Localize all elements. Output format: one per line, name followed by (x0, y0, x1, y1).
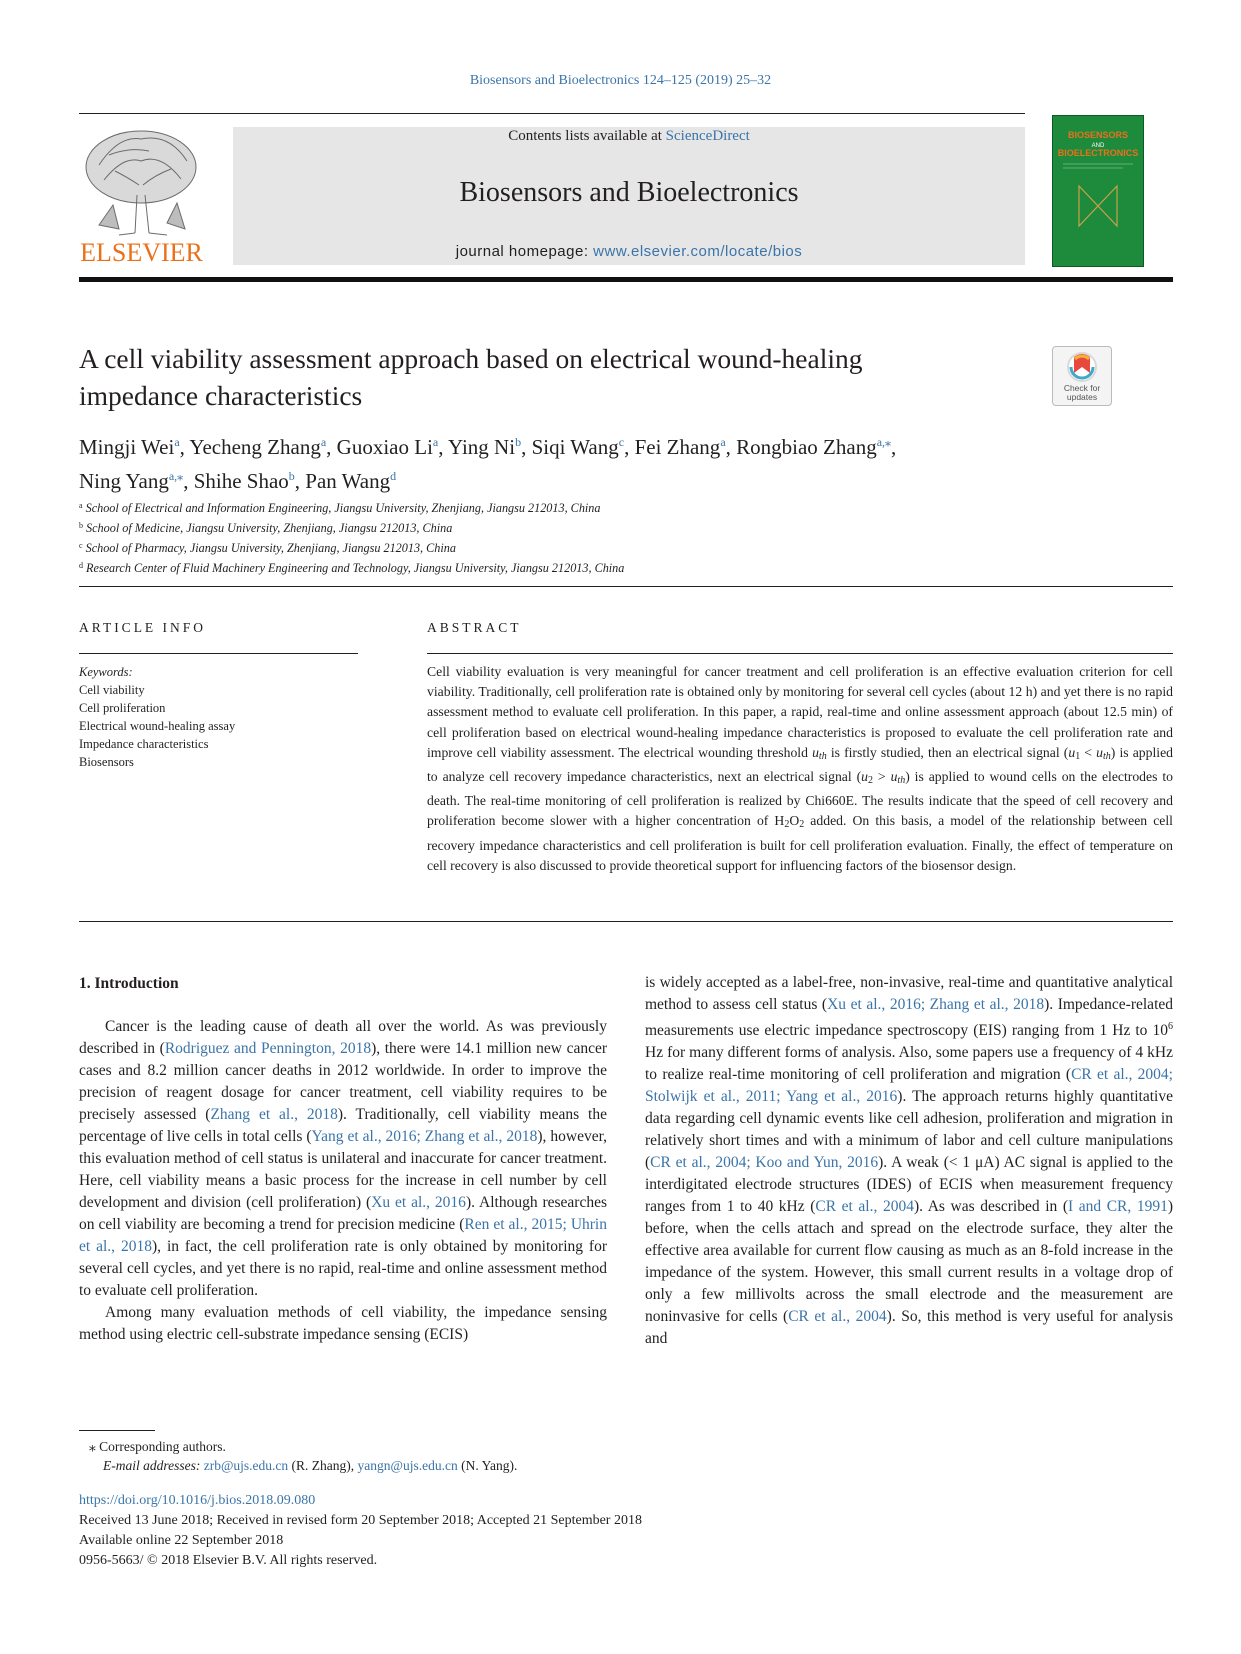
abstract-segment: Cell viability evaluation is very meaningful for cancer treatment and cell proliferation is an effective evaluation criterion for cell viability. Traditionally, cell proliferation rate is obtained only by monitoring for several cell cycles (about 12 h) and yet there is no rapid assessment method to evaluate cell proliferation. In this paper, a rapid, real-time and online assessment approach (about 12.5 min) of cell proliferation based on electrical wound-healing impedance characteristics is proposed to evaluate the cell proliferation rate and improve cell viability assessment. The electrical wounding threshold (427, 664, 1173, 760)
journal-citation[interactable]: Biosensors and Bioelectronics 124–125 (2019) 25–32 (469, 73, 772, 88)
corresponding-author-footnote (79, 1437, 779, 1475)
sciencedirect-link[interactable]: ScienceDirect (665, 128, 750, 144)
citation-link[interactable]: CR et al., 2004; Koo and Yun, 2016 (650, 1154, 879, 1171)
abstract-symbol: u (1068, 744, 1076, 760)
abstract-subscript: th (818, 750, 827, 762)
body-text: ). The approach returns highly quantitative data regarding cell dynamic events like cell adhesion, proliferation and migration in relatively short times and with a minimum of labor and cell culture manipulations ( (645, 1088, 1173, 1171)
author-affiliation-marker[interactable]: b (288, 469, 295, 483)
cover-art-icon (1053, 116, 1143, 266)
available-online: Available online 22 September 2018 (79, 1533, 284, 1548)
check-for-updates-label: Check for updates (1063, 383, 1101, 402)
footnote-rule (79, 1430, 155, 1431)
author-affiliation-marker[interactable]: d (390, 469, 397, 483)
author-separator: , (891, 435, 897, 459)
article-info-rule (79, 653, 358, 654)
abstract-symbol: u (812, 744, 819, 760)
body-text: ), however, this evaluation method of cell status is unilateral and inaccurate for cancer treatment. Here, cell viability means a basic process for the increase in cell number by cell development and division (cell proliferation) ( (79, 1128, 608, 1211)
citation-link[interactable]: CR et al., 2004 (815, 1198, 914, 1215)
section-rule (79, 586, 1173, 587)
keyword-item: Biosensors (79, 755, 134, 769)
citation-link[interactable]: Ren et al., 2015; Uhrin et al., 2018 (79, 1216, 607, 1255)
body-text: ). As was described in ( (913, 1198, 1068, 1215)
author-separator: , (294, 469, 306, 493)
cover-title-line1: BIOSENSORS (1067, 130, 1129, 140)
affiliation-text: School of Medicine, Jiangsu University, Zhenjiang, Jiangsu 212013, China (86, 521, 453, 535)
affiliation-item (79, 557, 1079, 577)
abstract-subscript: 2 (799, 819, 805, 831)
email-link[interactable]: yangn@ujs.edu.cn (357, 1458, 458, 1473)
affiliation-item (79, 497, 1079, 517)
affiliation-text: School of Electrical and Information Engineering, Jiangsu University, Zhenjiang, Jiangsu 212013, China (85, 501, 601, 515)
abstract-heading: ABSTRACT (427, 620, 522, 635)
affiliation-text: School of Pharmacy, Jiangsu University, Zhenjiang, Jiangsu 212013, China (85, 541, 456, 555)
abstract-symbol: u (1096, 744, 1103, 760)
copyright-line: 0956-5663/ © 2018 Elsevier B.V. All rights reserved. (79, 1553, 378, 1568)
abstract-subscript: th (897, 775, 906, 787)
author-affiliation-marker[interactable]: a (432, 435, 439, 449)
abstract-operator: < (1080, 744, 1097, 760)
keyword-item: Electrical wound-healing assay (79, 719, 236, 733)
tree-icon (79, 125, 204, 237)
abstract-rule (427, 653, 1173, 654)
author-list (79, 428, 1079, 496)
abstract-segment: added. On this basis, a model of the relationship between cell recovery impedance characteristics and cell proliferation is built for cell proliferation evaluation. Finally, the effect of temperature on cell recovery is also discussed to provide theoretical support for influencing factors of the biosensor design. (427, 813, 1173, 873)
author-separator: , (179, 435, 190, 459)
abstract-segment: ) is applied to analyze cell recovery impedance characteristics, next an electrical signal ( (427, 744, 1173, 785)
author-affiliation-marker[interactable]: b (515, 435, 522, 449)
author-separator: , (438, 435, 448, 459)
email-link[interactable]: zrb@ujs.edu.cn (203, 1458, 289, 1473)
citation-link[interactable]: CR et al., 2004; Stolwijk et al., 2011; Yang et al., 2016 (645, 1066, 1173, 1105)
affiliation-list (79, 497, 1079, 577)
email-label: E-mail addresses: (103, 1458, 204, 1473)
citation-link[interactable]: Zhang et al., 2018 (210, 1106, 338, 1123)
abstract-segment: ) is applied to wound cells on the electrodes to death. The real-time monitoring of cell proliferation is realized by Chi660E. The results indicate that the speed of cell recovery and proliferation become slower with a higher concentration of H (427, 769, 1173, 829)
author-name[interactable]: Pan Wang (305, 469, 391, 493)
author-name[interactable]: Siqi Wang (531, 435, 619, 459)
keywords-block (79, 663, 358, 771)
footnote-text: Corresponding authors. (95, 1439, 226, 1454)
citation-link[interactable]: Xu et al., 2016; Zhang et al., 2018 (827, 996, 1045, 1013)
author-name[interactable]: Shihe Shao (193, 469, 289, 493)
author-affiliation-marker[interactable]: a (320, 435, 327, 449)
author-name[interactable]: Rongbiao Zhang (736, 435, 877, 459)
affiliation-item (79, 537, 1079, 557)
author-affiliation-marker[interactable]: a,⁎ (876, 435, 892, 449)
abstract-symbol: u (861, 769, 868, 785)
citation-link[interactable]: Rodriguez and Pennington, 2018 (164, 1040, 372, 1057)
author-separator: , (183, 469, 194, 493)
body-text: is widely accepted as a label-free, non-invasive, real-time and quantitative analytical method to assess cell status ( (645, 974, 1173, 1013)
affiliation-item (79, 517, 1079, 537)
citation-link[interactable]: CR et al., 2004 (788, 1308, 887, 1325)
journal-name[interactable]: Biosensors and Bioelectronics (459, 177, 799, 208)
keyword-item: Cell proliferation (79, 701, 166, 715)
abstract-symbol: u (890, 769, 898, 785)
body-text: ). Traditionally, cell viability means the percentage of live cells in total cells ( (79, 1106, 607, 1145)
publication-info (79, 1491, 979, 1571)
author-name[interactable]: Mingji Wei (79, 435, 175, 459)
affiliation-key: d (79, 561, 83, 570)
body-paragraph: Among many evaluation methods of cell viability, the impedance sensing method using electric cell-substrate impedance sensing (ECIS) (79, 1304, 607, 1343)
citation-link[interactable]: I and CR, 1991 (1068, 1198, 1168, 1215)
body-text: ) before, when the cells attach and spread on the electrode surface, they alter the effective area available for current flow causing as much as an 8-fold increase in the impedance of the system. However, this small current results in a voltage drop of only a few millivolts across the small electrode and the measurement are noninvasive for cells ( (645, 1198, 1174, 1325)
received-dates: Received 13 June 2018; Received in revised form 20 September 2018; Accepted 21 September 2018 (79, 1513, 642, 1528)
citation-link[interactable]: Yang et al., 2016; Zhang et al., 2018 (311, 1128, 538, 1145)
affiliation-key: a (79, 501, 83, 510)
cover-title-line2: BIOELECTRONICS (1057, 148, 1139, 158)
footnote-star: ⁎ (89, 1439, 96, 1454)
body-superscript: 6 (1168, 1021, 1173, 1032)
author-affiliation-marker[interactable]: a (720, 435, 726, 449)
author-name[interactable]: Fei Zhang (634, 435, 721, 459)
author-separator: , (624, 435, 635, 459)
affiliation-text: Research Center of Fluid Machinery Engineering and Technology, Jiangsu University, Jiangsu 212013, China (86, 561, 625, 575)
contents-line (233, 128, 1025, 145)
author-separator: , (326, 435, 337, 459)
footnote-text: (R. Zhang), (288, 1458, 358, 1473)
body-text: ). Impedance-related measurements use electric impedance spectroscopy (EIS) ranging from 1 Hz to 10 (645, 996, 1174, 1039)
body-text: Cancer is the leading cause of death all over the world. As was previously described in ( (79, 1018, 607, 1057)
author-name[interactable]: Ning Yang (79, 469, 169, 493)
body-text: ). A weak (< 1 μA) AC signal is applied to the interdigitated electrode structures (IDES) of ECIS when measurement frequency ranges from 1 to 40 kHz ( (645, 1154, 1173, 1215)
body-text: ), there were 14.1 million new cancer cases and 8.2 million cancer deaths in 2012 worldwide. In order to improve the precision of reagent dosage for cancer treatment, cell viability requires to be precisely assessed ( (79, 1040, 607, 1123)
citation-link[interactable]: Xu et al., 2016 (371, 1194, 466, 1211)
author-name[interactable]: Guoxiao Li (336, 435, 433, 459)
elsevier-wordmark[interactable]: ELSEVIER (80, 238, 203, 267)
author-separator: , (521, 435, 532, 459)
author-separator: , (725, 435, 737, 459)
article-info-heading: ARTICLE INFO (79, 620, 207, 635)
abstract-subscript: th (1103, 750, 1111, 762)
homepage-prefix: journal homepage: (455, 243, 594, 260)
author-affiliation-marker[interactable]: c (618, 435, 625, 449)
section-rule (79, 921, 1173, 922)
cover-title-and: AND (1091, 143, 1105, 149)
body-column-left (79, 1016, 607, 1346)
journal-homepage (233, 243, 1025, 260)
crossmark-icon (1053, 347, 1111, 387)
affiliation-key: b (79, 521, 83, 530)
abstract-segment: O (789, 813, 800, 829)
keyword-item: Impedance characteristics (79, 737, 209, 751)
author-name[interactable]: Ying Ni (447, 435, 516, 459)
article-title (79, 340, 1039, 414)
keywords-label: Keywords: (79, 665, 133, 679)
body-paragraph (79, 1016, 607, 1302)
contents-prefix: Contents lists available at (508, 128, 666, 144)
header-thick-rule (79, 277, 1173, 282)
body-text: ), in fact, the cell proliferation rate is only obtained by monitoring for several cell cycles, and yet there is no rapid, real-time and online assessment method to evaluate cell proliferation. (79, 1238, 608, 1299)
abstract-operator: > (873, 769, 891, 785)
abstract-subscript: 2 (784, 819, 790, 831)
author-affiliation-marker[interactable]: a,⁎ (168, 469, 184, 483)
journal-cover-thumbnail[interactable] (1052, 115, 1144, 267)
abstract-text (427, 662, 1173, 876)
homepage-link[interactable]: www.elsevier.com/locate/bios (593, 243, 803, 260)
author-affiliation-marker[interactable]: a (174, 435, 180, 449)
author-name[interactable]: Yecheng Zhang (189, 435, 321, 459)
body-text: Hz for many different forms of analysis. Also, some papers use a frequency of 4 kHz to realize real-time monitoring of cell proliferation and migration ( (645, 1044, 1173, 1083)
header-rule (79, 113, 1025, 114)
body-paragraph (645, 972, 1173, 1350)
introduction-heading: 1. Introduction (79, 975, 179, 992)
footnote-text: (N. Yang). (457, 1458, 518, 1473)
check-for-updates-button[interactable] (1052, 346, 1112, 406)
abstract-segment: is firstly studied, then an electrical signal ( (826, 744, 1069, 760)
affiliation-key: c (79, 541, 83, 550)
abstract-subscript: 2 (868, 775, 873, 787)
keyword-item: Cell viability (79, 683, 145, 697)
body-column-right (645, 972, 1173, 1350)
title-line-2: impedance characteristics (79, 380, 363, 411)
abstract-subscript: 1 (1075, 750, 1081, 762)
doi-link[interactable]: https://doi.org/10.1016/j.bios.2018.09.080 (79, 1493, 316, 1508)
body-text: ). So, this method is very useful for analysis and (645, 1308, 1173, 1347)
title-line-1: A cell viability assessment approach based on electrical wound-healing (79, 343, 863, 374)
body-text: ). Although researches on cell viability are becoming a trend for precision medicine ( (79, 1194, 607, 1233)
